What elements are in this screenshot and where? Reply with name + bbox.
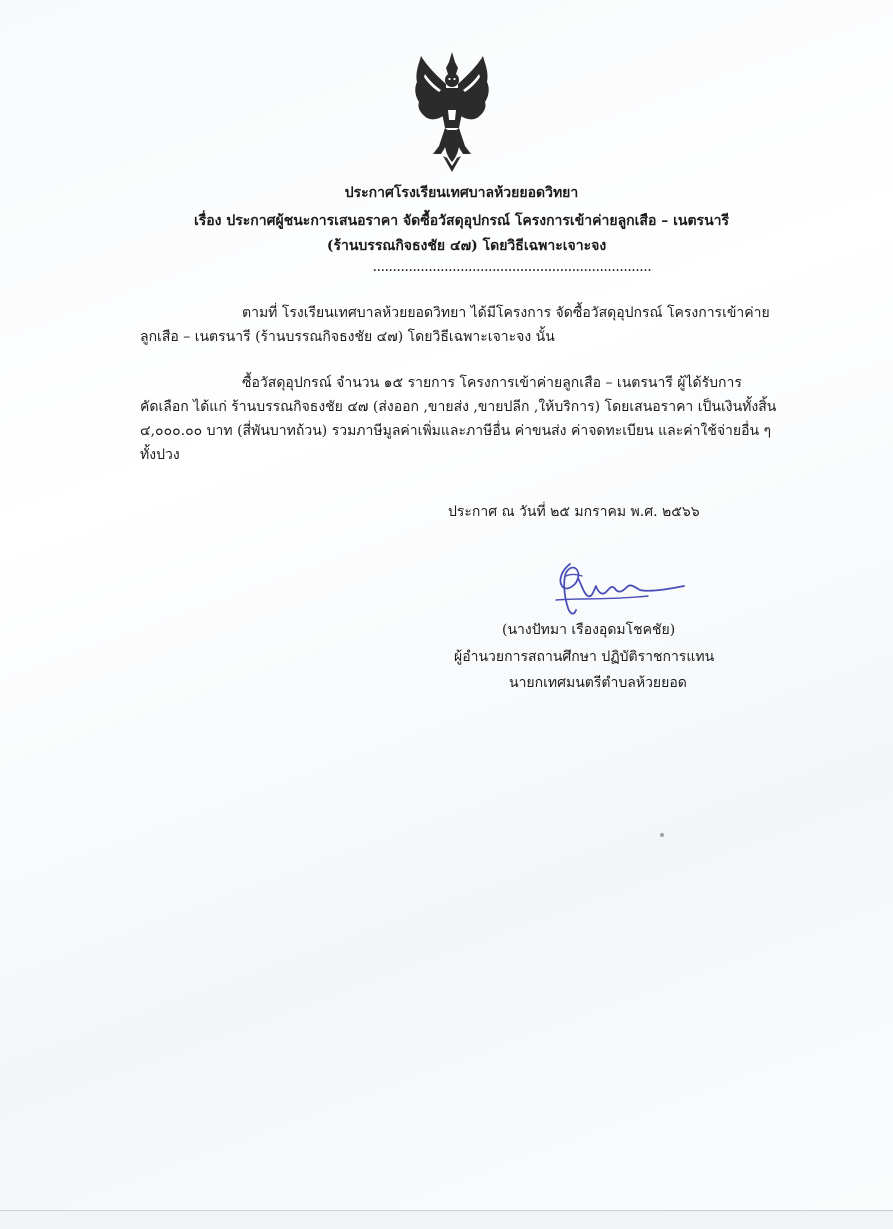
paragraph-line: ซื้อวัสดุอุปกรณ์ จำนวน ๑๕ รายการ โครงการเข้าค่ายลูกเสือ – เนตรนารี ผู้ได้รับการ	[242, 375, 742, 391]
signatory-position-2: นายกเทศมนตรีตำบลห้วยยอด	[509, 675, 687, 691]
announcement-subject-cont: (ร้านบรรณกิจธงชัย ๔๗) โดยวิธีเฉพาะเจาะจง	[326, 238, 607, 254]
header-divider: ......................................................................	[373, 263, 652, 274]
garuda-emblem-icon	[413, 50, 491, 175]
signature-image	[548, 556, 690, 620]
announcement-subject: เรื่อง ประกาศผู้ชนะการเสนอราคา จัดซื้อวัสดุอุปกรณ์ โครงการเข้าค่ายลูกเสือ – เนตรนารี	[193, 213, 730, 229]
body-paragraph-2	[140, 371, 776, 467]
paragraph-line: ๔,๐๐๐.๐๐ บาท (สี่พันบาทถ้วน) รวมภาษีมูลค่าเพิ่มและภาษีอื่น ค่าขนส่ง ค่าจดทะเบียน และค่าใช้จ่ายอื่น ๆ	[140, 423, 772, 439]
signatory-name: (นางปัทมา เรืองอุดมโชคชัย)	[502, 622, 676, 638]
body-paragraph-1	[140, 301, 770, 349]
paragraph-line: ทั้งปวง	[140, 447, 180, 463]
announcement-date: ประกาศ ณ วันที่ ๒๕ มกราคม พ.ศ. ๒๕๖๖	[448, 504, 700, 520]
scan-speck	[660, 833, 664, 837]
announcement-title: ประกาศโรงเรียนเทศบาลห้วยยอดวิทยา	[344, 185, 579, 201]
signatory-position: ผู้อำนวยการสถานศึกษา ปฏิบัติราชการแทน	[454, 649, 715, 665]
paragraph-line: ตามที่ โรงเรียนเทศบาลห้วยยอดวิทยา ได้มีโครงการ จัดซื้อวัสดุอุปกรณ์ โครงการเข้าค่าย	[242, 305, 770, 321]
sheet-bottom-edge	[0, 1210, 893, 1229]
paragraph-line: คัดเลือก ได้แก่ ร้านบรรณกิจธงชัย ๔๗ (ส่งออก ,ขายส่ง ,ขายปลีก ,ให้บริการ) โดยเสนอราคา เป็นเงินทั้งสิ้น	[140, 399, 777, 415]
paragraph-line: ลูกเสือ – เนตรนารี (ร้านบรรณกิจธงชัย ๔๗) โดยวิธีเฉพาะเจาะจง นั้น	[140, 329, 555, 345]
